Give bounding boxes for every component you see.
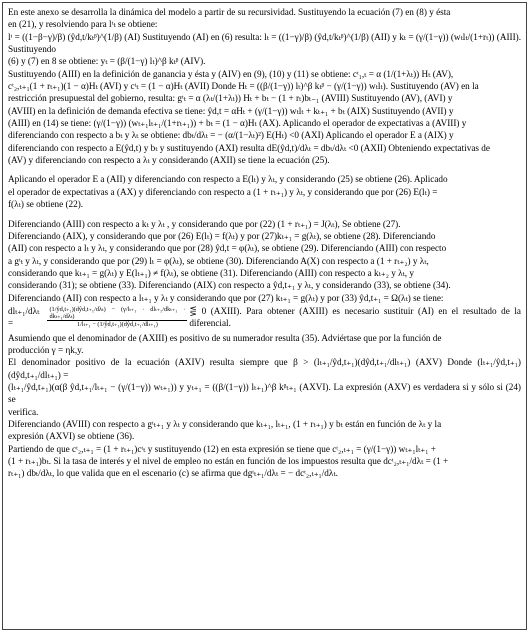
- text-line: Diferenciando (AIII) con respecto a kₜ y λₜ , y considerando que por (22) (1 + rₜ₊₁) = J(λₜ), Se obtiene (27).: [8, 218, 401, 229]
- text-line: (lₜ₊₁/ŷd,t₊₁)(α(β ŷd,t₊₁/lₜ₊₁ − (γ/(1−γ)) wₜ₊₁)) y yₜ₊₁ = ((β/(1−γ)) lₜ₊₁)^β kᵝₜ₊₁ (AXVI). La expresión (AXV) es verdadera si y sólo si (24) se: [8, 381, 521, 405]
- text-line: Aplicando el operador E a (AII) y diferenciando con respecto a E(lₜ) y λₜ, y considerando (25) se obtiene (26). Aplicado: [8, 174, 448, 185]
- equation-axiii: [8, 305, 521, 330]
- text-line: (1 + rₜ₊₁)bₜ. Si la tasa de interés y el nivel de empleo no están en función de los impuestos resulta que dcᵗ₂,ₜ₊₁/dλₜ = (1 +: [8, 456, 449, 467]
- text-line: Sustituyendo (AIII) en la definición de ganancia y ésta y (AIV) en (9), (10) y (11) se obtiene: cᵗ₁,ₜ = α (1/(1+λₜ)) Hₜ (AV),: [8, 68, 454, 79]
- text-line: (AIII) en (14) se tiene: (γ/(1−γ)) (wₜ₊₁lₜ₊₁/(1+rₜ₊₁)) + bₜ = (1 − α)Hₜ (AX). Aplicando el operador de expectativas a (AVIII) y: [8, 118, 467, 129]
- text-line: Diferenciando (AVIII) con respecto a gᵗₜ₊₁ y λₜ y considerando que kₜ₊₁, lₜ₊₁, (1 + rₜ₊₁) y bₜ están en función de λₜ y la: [8, 419, 442, 429]
- text-line: producción γ = ηk,y.: [8, 344, 84, 355]
- text-line: (6) y (7) en 8 se obtiene: yₜ = (β/(1−γ) lₜ)^β kₜᵝ (AIV).: [8, 56, 206, 67]
- text-line: expresión (AXVI) se obtiene (36).: [8, 431, 135, 442]
- text-line: diferenciando con respecto a E(ŷd,t) y bₜ y sustituyendo (AXI) resulta dE(ŷd,t)/dλₜ = dbₜ/dλₜ <0 (AXII) Obteniendo expectativas de: [8, 142, 490, 153]
- text-line: f(λₜ) se obtiene (22).: [8, 199, 84, 210]
- text-line: el operador de expectativas a (AX) y diferenciando con respecto a (1 + rₜ₊₁) y λₜ, y considerando que por (26) E(lₜ) =: [8, 186, 438, 197]
- text-line: Diferenciando (AIX), y considerando que por (26) E(lₜ) = f(λₜ) y por (27)kₜ₊₁ = g(λₜ), se obtiene (28). Diferenciando: [8, 230, 436, 241]
- text-line: Diferenciando (AII) con respecto a lₜ₊₁ y λₜ y considerando que por (27) kₜ₊₁ = g(λₜ) y por (33) ŷd,t₊₁ = Ω(λₜ) se tiene:: [8, 292, 444, 303]
- text-line: El denominador positivo de la ecuación (AXIV) resulta siempre que β > (lₜ₊₁/ŷd,t₊₁)(dŷd,t₊₁/dlₜ₊₁) (AXV) Donde (lₜ₊₁/ŷd,t₊₁)(dŷd,t₊₁/dlₜ₊₁) =: [8, 357, 521, 380]
- text-line: (AII) con respecto a lₜ y λₜ, y considerando que por (28) ŷd,t = φ(λₜ), se obtiene (29). Diferenciando (AIII) con respecto: [8, 243, 447, 254]
- paragraph-2: [8, 173, 521, 210]
- paragraph-1: [8, 6, 521, 166]
- text-line: En este anexo se desarrolla la dinámica del modelo a partir de su recursividad. Sustituyendo la ecuación (7) en (8) y ésta: [8, 7, 451, 17]
- text-line: a gᵗₜ y λₜ, y considerando que por (29) lₜ = φ(λₜ), se obtiene (30). Diferenciando A(X) con respecto a (1 + rₜ₊₂) y λₜ,: [8, 255, 429, 266]
- paragraph-3: [8, 218, 521, 480]
- text-line: Partiendo de que cᵗ₂,ₜ₊₁ = (1 + rₜ₊₁)cᵗₜ y sustituyendo (12) en esta expresión se tiene que cᵗ₂,ₜ₊₁ = (γ/(1−γ)) wₜ₊₁lₜ₊₁ +: [8, 443, 436, 454]
- equation-tail: ⋚ 0 (AXIII). Para obtener (AXIII) es necesario sustituir (AI) en el resultado de la diferencial.: [189, 305, 521, 329]
- text-line: lᵗ = ((1−β−γ)/β) (ŷd,t/kₜᵝ)^(1/β) (AI) Sustituyendo (AI) en (6) resulta: lₜ = ((1−γ)/β) (ŷd,t/kₜᵝ)^(1/β) (AII) y kₜ = (γ/(1−γ)) (wₜlₜ/(1+rₜ)) (AIII). Sustituyendo: [8, 31, 521, 55]
- document-page: [2, 2, 527, 630]
- text-line: considerando que kₜ₊₁ = g(λₜ) y E(lₜ₊₁) ≠ f(λₜ), se obtiene (31). Diferenciando (AIII) con respecto a kₜ₊₂ y λₜ, y: [8, 267, 414, 278]
- text-line: (AV) y diferenciando con respecto a λₜ y considerando (AXII) se tiene la ecuación (25).: [8, 155, 330, 166]
- equation-denominator: 1/lₜ₊₁ − (1/ŷd,t₊₁)(dŷd,t₊₁/dlₜ₊₁): [76, 321, 158, 329]
- text-line: cᵗ₂,ₜ₊₁(1 + rₜ₊₁)(1 − α)Hₜ (AVI) y cᵗₜ = (1 − α)Hₜ (AVII) Donde Hₜ = ((β/(1−γ)) lₜ)^β kₜᵝ − (γ/(1−γ)) wₜlₜ). Sustituyendo (AV) en la: [8, 81, 479, 92]
- text-line: Asumiendo que el denominador de (AXIII) es positivo de su numerador resulta (35). Adviértase que por la función de: [8, 332, 442, 343]
- equation-lhs: dlₜ₊₁/dλₜ =: [8, 305, 40, 329]
- text-line: diferenciando con respecto a bₜ y λₜ se obtiene: dbₜ/dλₜ = − (α/(1−λₜ)²) E(Hₜ) <0 (AXI) Aplicando el operador E a (AIX) y: [8, 130, 454, 141]
- text-line: verifica.: [8, 406, 39, 417]
- text-line: rₜ₊₁) dbₜ/dλₜ, lo que valida que en el escenario (c) se afirma que dgᵗₜ₊₁/dλₜ = − dcᵗ₂,ₜ₊₁/dλₜ.: [8, 468, 338, 479]
- text-line: (AVIII) en la definición de demanda efectiva se tiene: ŷd,t = αHₜ + (γ/(1−γ)) wₜlₜ + kₜ₊₁ + bₜ (AIX) Sustituyendo (AVII) y: [8, 105, 454, 116]
- text-line: considerando (31); se obtiene (33). Diferenciando (AIX) con respecto a ŷd,t₊₁ y λₜ, y considerando (33), se obtiene (34).: [8, 280, 451, 291]
- text-line: en (21), y resolviendo para lᵗₜ se obtiene:: [8, 19, 158, 30]
- text-line: restricción presupuestal del gobierno, resulta: gᵗₜ = α (λₜ/(1+λₜ)) Hₜ + bₜ − (1 + rₜ)bₜ₋₁ (AVIII) Sustituyendo (AV), (AVI) y: [8, 93, 453, 104]
- equation-numerator: (1/ŷd,t₊₁)(dŷd,t₊₁/dλₜ) − (γ/lₜ₊₁ · dlₜ₊₁/dkₜ₊₁ · dkₜ₊₁/dλₜ): [49, 306, 186, 321]
- equation-fraction: [47, 306, 187, 328]
